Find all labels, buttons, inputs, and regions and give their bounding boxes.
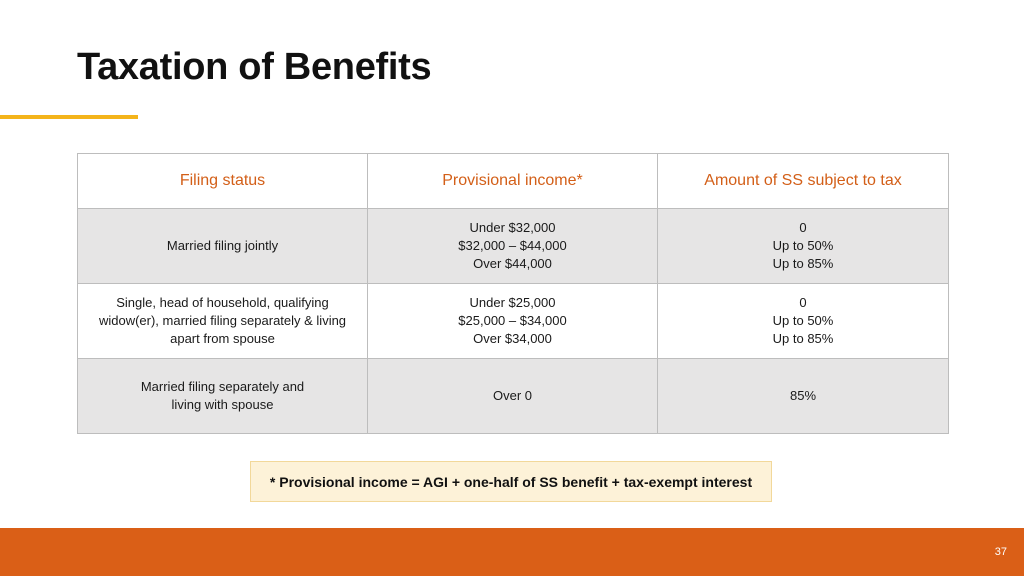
cell-text: Over $44,000 — [473, 256, 552, 271]
benefits-table — [77, 153, 949, 434]
amount-subject-cell — [658, 209, 949, 284]
filing-status-cell — [78, 209, 368, 284]
amount-subject-cell — [658, 359, 949, 434]
cell-text: living with spouse — [171, 397, 274, 412]
filing-status-cell — [78, 284, 368, 359]
slide-title: Taxation of Benefits — [77, 46, 432, 88]
cell-text: 0 — [799, 220, 807, 235]
cell-text: $32,000 – $44,000 — [458, 238, 567, 253]
table-header-row — [78, 154, 949, 209]
header-amount-subject-to-tax: Amount of SS subject to tax — [658, 154, 949, 209]
cell-text: Up to 85% — [772, 256, 834, 271]
header-provisional-income: Provisional income* — [368, 154, 658, 209]
provisional-income-cell — [368, 284, 658, 359]
cell-text: 85% — [789, 388, 817, 403]
cell-text: apart from spouse — [170, 331, 275, 346]
table-row — [78, 284, 949, 359]
header-filing-status: Filing status — [78, 154, 368, 209]
footnote-text: * Provisional income = AGI + one-half of SS benefit + tax-exempt interest — [269, 473, 753, 490]
cell-text: Married filing jointly — [166, 238, 279, 253]
cell-text: $25,000 – $34,000 — [458, 313, 567, 328]
footer-band — [0, 528, 1024, 576]
cell-text: 0 — [799, 295, 807, 310]
cell-text: Up to 50% — [772, 313, 834, 328]
cell-text: Under $25,000 — [469, 295, 556, 310]
title-accent-rule — [0, 115, 138, 119]
table-row — [78, 209, 949, 284]
provisional-income-footnote — [250, 461, 772, 502]
filing-status-cell — [78, 359, 368, 434]
page-number: 37 — [994, 546, 1007, 558]
cell-text: Single, head of household, qualifying — [116, 295, 329, 310]
amount-subject-cell — [658, 284, 949, 359]
provisional-income-cell — [368, 209, 658, 284]
provisional-income-cell — [368, 359, 658, 434]
cell-text: Over 0 — [492, 388, 532, 403]
cell-text: widow(er), married filing separately & living — [98, 313, 347, 328]
cell-text: Married filing separately and — [140, 379, 305, 394]
cell-text: Over $34,000 — [473, 331, 552, 346]
table-row — [78, 359, 949, 434]
cell-text: Under $32,000 — [469, 220, 556, 235]
cell-text: Up to 50% — [772, 238, 834, 253]
cell-text: Up to 85% — [772, 331, 834, 346]
